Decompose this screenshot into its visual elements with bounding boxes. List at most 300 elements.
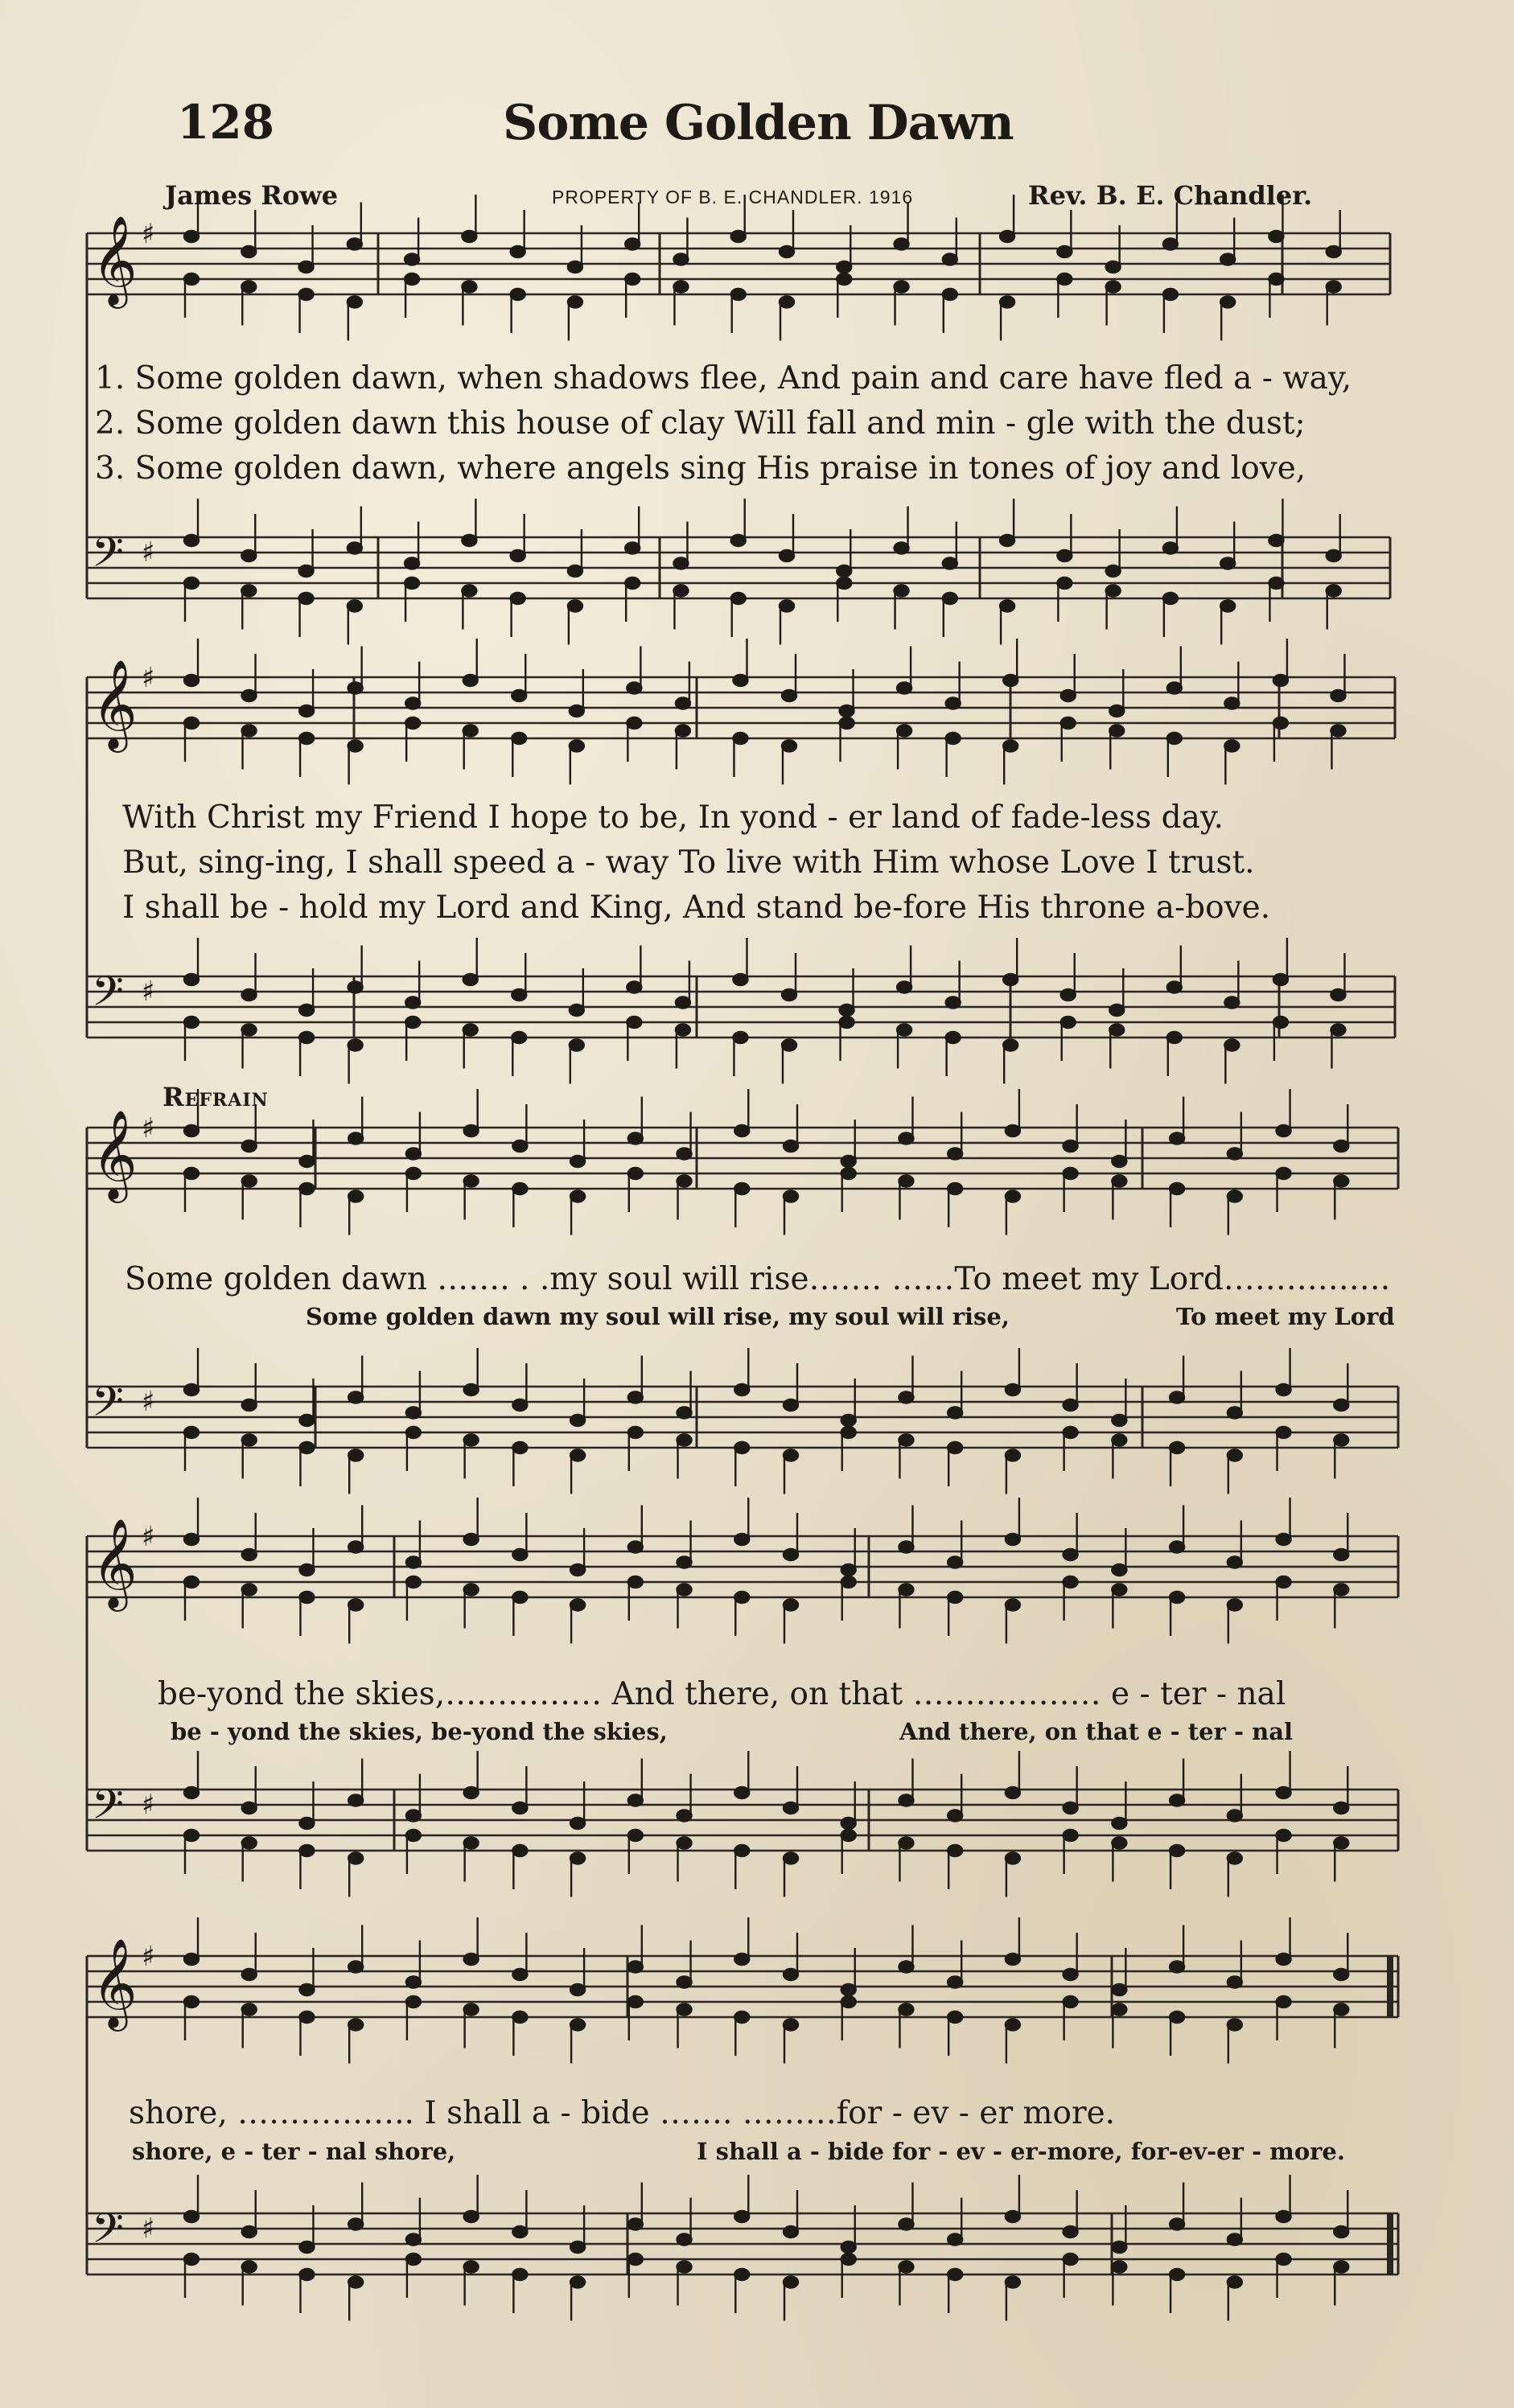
note-head	[1163, 593, 1178, 604]
sharp-icon: ♯	[142, 1386, 155, 1418]
note-head	[1061, 989, 1076, 1001]
note-head	[1277, 1576, 1291, 1588]
note-head	[897, 1025, 911, 1036]
note-head	[568, 297, 582, 308]
note-head	[1327, 281, 1341, 293]
note-head	[628, 2254, 643, 2265]
note-head	[1228, 1600, 1242, 1611]
note-head	[1061, 690, 1076, 701]
note-head	[677, 1838, 692, 1849]
note-head	[242, 690, 257, 701]
note-head	[242, 1549, 257, 1560]
note-head	[184, 577, 199, 589]
note-head	[1106, 586, 1121, 597]
note-head	[464, 1584, 479, 1596]
note-head	[1109, 705, 1124, 717]
note-head	[946, 733, 961, 744]
sharp-icon: ♯	[142, 536, 155, 569]
note-head	[512, 1969, 527, 1980]
note-head	[406, 1996, 421, 2007]
note-head	[837, 273, 851, 285]
note-head	[241, 246, 256, 257]
note-head	[570, 1415, 585, 1426]
note-head	[1000, 535, 1014, 546]
note-head	[242, 2004, 257, 2016]
note-head	[184, 1954, 199, 1965]
note-head	[1112, 1584, 1126, 1596]
refrain-label: Refrain	[163, 1082, 269, 1112]
note-head	[348, 543, 362, 554]
note-head	[734, 1534, 749, 1545]
note-head	[348, 239, 362, 250]
note-head	[1277, 1534, 1291, 1545]
note-head	[948, 1183, 962, 1194]
note-head	[405, 1017, 420, 1028]
note-head	[405, 558, 419, 569]
note-head	[784, 2020, 798, 2031]
note-head	[1170, 1795, 1184, 1806]
note-head	[1163, 543, 1178, 554]
note-head	[570, 1191, 585, 1202]
note-head	[1277, 1787, 1291, 1798]
note-head	[1228, 1977, 1242, 1988]
note-head	[1064, 1399, 1078, 1411]
note-head	[677, 1176, 692, 1187]
note-head	[1163, 239, 1178, 250]
note-head	[1057, 246, 1072, 257]
sharp-icon: ♯	[142, 662, 155, 694]
note-head	[405, 698, 420, 709]
note-head	[899, 1838, 913, 1849]
refrain-alto-line-1: Some golden dawn my soul will rise, my soul will rise,	[306, 1303, 1010, 1330]
note-head	[464, 1954, 479, 1965]
note-head	[242, 1838, 257, 1849]
note-head	[734, 2211, 749, 2222]
note-head	[897, 982, 911, 993]
note-head	[677, 2234, 692, 2246]
note-head	[734, 1384, 749, 1395]
note-head	[1228, 1557, 1242, 1568]
note-head	[406, 1977, 421, 1988]
note-head	[464, 1787, 479, 1798]
verse-3-line-1: 3. Some golden dawn, where angels sing His praise in tones of joy and love,	[95, 450, 1306, 487]
note-head	[184, 1996, 199, 2007]
note-head	[462, 231, 476, 242]
note-head	[1228, 1450, 1242, 1461]
note-head	[348, 982, 363, 993]
note-head	[242, 1584, 257, 1596]
note-head	[1000, 231, 1014, 242]
note-head	[1109, 725, 1124, 737]
note-head	[784, 1450, 798, 1461]
note-head	[840, 1005, 854, 1016]
note-head	[1003, 1040, 1018, 1051]
note-head	[731, 289, 746, 300]
note-head	[1334, 2004, 1348, 2016]
note-head	[948, 2269, 962, 2280]
note-head	[841, 1996, 856, 2007]
note-head	[464, 1435, 479, 1446]
note-head	[676, 698, 690, 709]
note-head	[1106, 281, 1121, 293]
note-head	[568, 601, 582, 612]
note-head	[1277, 1168, 1291, 1179]
note-head	[837, 261, 851, 273]
note-head	[676, 997, 690, 1009]
note-head	[895, 281, 909, 293]
note-head	[1170, 2011, 1184, 2023]
note-head	[733, 1032, 747, 1043]
note-head	[184, 231, 199, 242]
note-head	[1064, 1427, 1078, 1438]
note-head	[348, 741, 363, 752]
note-head	[628, 1168, 643, 1179]
note-head	[348, 2020, 363, 2031]
note-head	[299, 1442, 314, 1453]
sharp-icon: ♯	[142, 218, 155, 250]
note-head	[1331, 1025, 1345, 1036]
note-head	[677, 1407, 692, 1419]
note-head	[512, 2269, 527, 2280]
note-head	[1064, 2226, 1078, 2237]
note-head	[462, 281, 476, 293]
note-head	[1334, 1140, 1348, 1152]
note-head	[184, 1427, 199, 1438]
note-head	[1220, 297, 1235, 308]
note-head	[512, 1845, 527, 1856]
note-head	[628, 1962, 643, 1973]
note-head	[242, 989, 257, 1001]
note-head	[348, 601, 362, 612]
note-head	[405, 273, 419, 285]
note-head	[899, 2262, 913, 2273]
note-head	[677, 2262, 692, 2273]
note-head	[946, 997, 961, 1009]
note-head	[1269, 231, 1283, 242]
note-head	[734, 1442, 749, 1453]
refrain-line-2: be-yond the skies,…………… And there, on that ……………… e - ter - nal	[158, 1676, 1286, 1712]
note-head	[1163, 289, 1178, 300]
note-head	[628, 1427, 643, 1438]
note-head	[1000, 297, 1014, 308]
note-head	[734, 1125, 749, 1136]
note-head	[784, 2226, 798, 2237]
note-head	[784, 1399, 798, 1411]
note-head	[1220, 601, 1235, 612]
note-head	[1170, 1183, 1184, 1194]
bass-clef-icon: 𝄢	[92, 528, 124, 586]
note-head	[570, 1600, 585, 1611]
note-head	[1334, 1584, 1348, 1596]
note-head	[841, 1156, 856, 1167]
note-head	[1112, 1176, 1126, 1187]
note-head	[184, 717, 199, 729]
note-head	[511, 593, 525, 604]
note-head	[1273, 675, 1288, 686]
note-head	[1112, 2262, 1126, 2273]
note-head	[512, 2011, 527, 2023]
note-head	[731, 231, 746, 242]
note-head	[299, 1183, 314, 1194]
note-head	[184, 675, 199, 686]
note-head	[511, 550, 525, 561]
note-head	[184, 273, 199, 285]
note-head	[895, 543, 909, 554]
note-head	[1064, 1576, 1078, 1588]
note-head	[512, 733, 526, 744]
note-head	[1331, 690, 1345, 701]
note-head	[841, 1168, 856, 1179]
note-head	[948, 2234, 962, 2246]
sharp-icon: ♯	[142, 1521, 155, 1553]
note-head	[780, 246, 794, 257]
note-head	[899, 1392, 913, 1403]
note-head	[627, 683, 641, 694]
refrain-line-1: Some golden dawn ……. . .my soul will rise……. ……To meet my Lord…………….	[125, 1261, 1391, 1297]
note-head	[1228, 1149, 1242, 1160]
note-head	[625, 543, 640, 554]
note-head	[242, 2262, 257, 2273]
note-head	[570, 1040, 584, 1051]
note-head	[841, 1564, 856, 1576]
note-head	[1106, 261, 1121, 273]
note-head	[1334, 1969, 1348, 1980]
note-head	[1003, 741, 1018, 752]
note-head	[899, 1584, 913, 1596]
property-note: PROPERTY OF B. E. CHANDLER. 1916	[552, 187, 914, 208]
note-head	[734, 1183, 749, 1194]
note-head	[1112, 2242, 1126, 2253]
note-head	[628, 1996, 643, 2007]
note-head	[673, 254, 688, 265]
note-head	[1112, 1156, 1126, 1167]
note-head	[348, 2219, 363, 2230]
note-head	[406, 1168, 421, 1179]
note-head	[299, 2269, 314, 2280]
note-head	[899, 1133, 913, 1144]
note-head	[627, 982, 641, 993]
note-head	[780, 297, 794, 308]
note-head	[899, 2219, 913, 2230]
bass-clef-icon: 𝄢	[92, 1780, 124, 1839]
note-head	[184, 1534, 199, 1545]
note-head	[1228, 1191, 1242, 1202]
note-head	[628, 1392, 643, 1403]
bass-clef-icon: 𝄢	[92, 1377, 124, 1436]
note-head	[511, 246, 525, 257]
note-head	[625, 577, 640, 589]
note-head	[625, 273, 640, 285]
note-head	[184, 535, 199, 546]
note-head	[784, 1191, 798, 1202]
refrain-alto-line-3: shore, e - ter - nal shore,	[132, 2138, 456, 2165]
note-head	[1109, 1025, 1124, 1036]
treble-clef-icon: 𝄞	[92, 1109, 138, 1199]
note-head	[1334, 1838, 1348, 1849]
note-head	[464, 1176, 479, 1187]
sharp-icon: ♯	[142, 1112, 155, 1144]
note-head	[299, 705, 314, 717]
treble-clef-icon: 𝄞	[92, 1937, 138, 2028]
note-head	[837, 565, 851, 577]
note-head	[1334, 2262, 1348, 2273]
note-head	[943, 254, 957, 265]
note-head	[1224, 1040, 1239, 1051]
note-head	[1327, 586, 1341, 597]
hymn-title: Some Golden Dawn	[503, 95, 1014, 151]
note-head	[731, 593, 746, 604]
note-head	[406, 1810, 421, 1822]
note-head	[1224, 997, 1239, 1009]
note-head	[943, 289, 957, 300]
note-head	[1277, 1427, 1291, 1438]
note-head	[1334, 1435, 1348, 1446]
note-head	[677, 1435, 692, 1446]
note-head	[184, 1125, 199, 1136]
note-head	[899, 1176, 913, 1187]
note-head	[568, 261, 582, 273]
note-head	[464, 1838, 479, 1849]
note-head	[1061, 717, 1076, 729]
note-head	[299, 1818, 314, 1829]
note-head	[299, 1415, 314, 1426]
note-head	[841, 1427, 856, 1438]
note-head	[628, 1542, 643, 1553]
note-head	[570, 2020, 585, 2031]
refrain-alto-line-2: be - yond the skies, be-yond the skies,	[171, 1718, 668, 1745]
note-head	[406, 1407, 421, 1419]
note-head	[1000, 601, 1014, 612]
note-head	[948, 1407, 962, 1419]
page-number: 128	[177, 95, 275, 150]
note-head	[242, 1969, 257, 1980]
note-head	[1228, 2234, 1242, 2246]
note-head	[1269, 577, 1283, 589]
note-head	[784, 1600, 798, 1611]
note-head	[628, 2219, 643, 2230]
note-head	[1112, 1818, 1126, 1829]
note-head	[899, 1962, 913, 1973]
note-head	[628, 1830, 643, 1841]
note-head	[782, 690, 796, 701]
note-head	[348, 1040, 363, 1051]
note-head	[406, 1576, 421, 1588]
note-head	[1273, 974, 1288, 985]
note-head	[1006, 1191, 1020, 1202]
note-head	[348, 1542, 363, 1553]
note-head	[1327, 246, 1341, 257]
note-head	[299, 1032, 314, 1043]
note-head	[625, 239, 640, 250]
note-head	[1277, 1996, 1291, 2007]
note-head	[677, 1810, 692, 1822]
note-head	[1006, 1954, 1020, 1965]
note-head	[1334, 1176, 1348, 1187]
note-head	[299, 733, 314, 744]
note-head	[406, 1427, 421, 1438]
note-head	[733, 675, 747, 686]
refrain-alto-line-1-end: To meet my Lord	[1176, 1303, 1395, 1330]
refrain-line-3: shore, …………….. I shall a - bide ……. ………for - ev - er more.	[129, 2095, 1116, 2131]
note-head	[895, 586, 909, 597]
note-head	[1277, 2211, 1291, 2222]
note-head	[677, 1977, 692, 1988]
note-head	[1006, 1853, 1020, 1864]
note-head	[1170, 1845, 1184, 1856]
note-head	[405, 997, 420, 1009]
note-head	[184, 2254, 199, 2265]
note-head	[734, 1954, 749, 1965]
note-head	[1269, 273, 1283, 285]
note-head	[1224, 741, 1239, 752]
note-head	[1006, 1125, 1020, 1136]
note-head	[673, 281, 688, 293]
note-head	[570, 2277, 585, 2288]
note-head	[1228, 2277, 1242, 2288]
note-head	[570, 741, 584, 752]
sharp-icon: ♯	[142, 976, 155, 1008]
note-head	[1327, 550, 1341, 561]
note-head	[841, 1984, 856, 1995]
note-head	[348, 683, 363, 694]
note-head	[897, 725, 911, 737]
note-head	[841, 1830, 856, 1841]
note-head	[570, 1853, 585, 1864]
note-head	[897, 683, 911, 694]
note-head	[784, 1853, 798, 1864]
note-head	[734, 1845, 749, 1856]
note-head	[1269, 535, 1283, 546]
note-head	[570, 1818, 585, 1829]
note-head	[242, 1399, 257, 1411]
note-head	[899, 1542, 913, 1553]
note-head	[348, 1600, 363, 1611]
note-head	[242, 2226, 257, 2237]
note-head	[299, 1845, 314, 1856]
note-head	[1006, 2277, 1020, 2288]
note-head	[242, 1176, 257, 1187]
note-head	[1006, 1787, 1020, 1798]
note-head	[948, 1442, 962, 1453]
note-head	[627, 1017, 641, 1028]
note-head	[184, 2211, 199, 2222]
note-head	[837, 577, 851, 589]
note-head	[628, 1795, 643, 1806]
note-head	[673, 558, 688, 569]
note-head	[405, 717, 420, 729]
note-head	[1057, 577, 1072, 589]
note-head	[184, 974, 199, 985]
note-head	[299, 2242, 314, 2253]
note-head	[348, 1392, 363, 1403]
lyricist: James Rowe	[165, 180, 339, 211]
note-head	[1277, 1954, 1291, 1965]
note-head	[1006, 1600, 1020, 1611]
note-head	[348, 1191, 363, 1202]
note-head	[512, 1442, 527, 1453]
note-head	[784, 2277, 798, 2288]
note-head	[464, 2262, 479, 2273]
note-head	[1006, 1384, 1020, 1395]
note-head	[1331, 989, 1345, 1001]
note-head	[841, 1576, 856, 1588]
treble-clef-icon: 𝄞	[92, 659, 138, 749]
composer: Rev. B. E. Chandler.	[1028, 180, 1313, 211]
verse-3-line-2: I shall be - hold my Lord and King, And stand be-fore His throne a-bove.	[122, 890, 1271, 926]
note-head	[512, 989, 526, 1001]
note-head	[1277, 1125, 1291, 1136]
note-head	[899, 1795, 913, 1806]
